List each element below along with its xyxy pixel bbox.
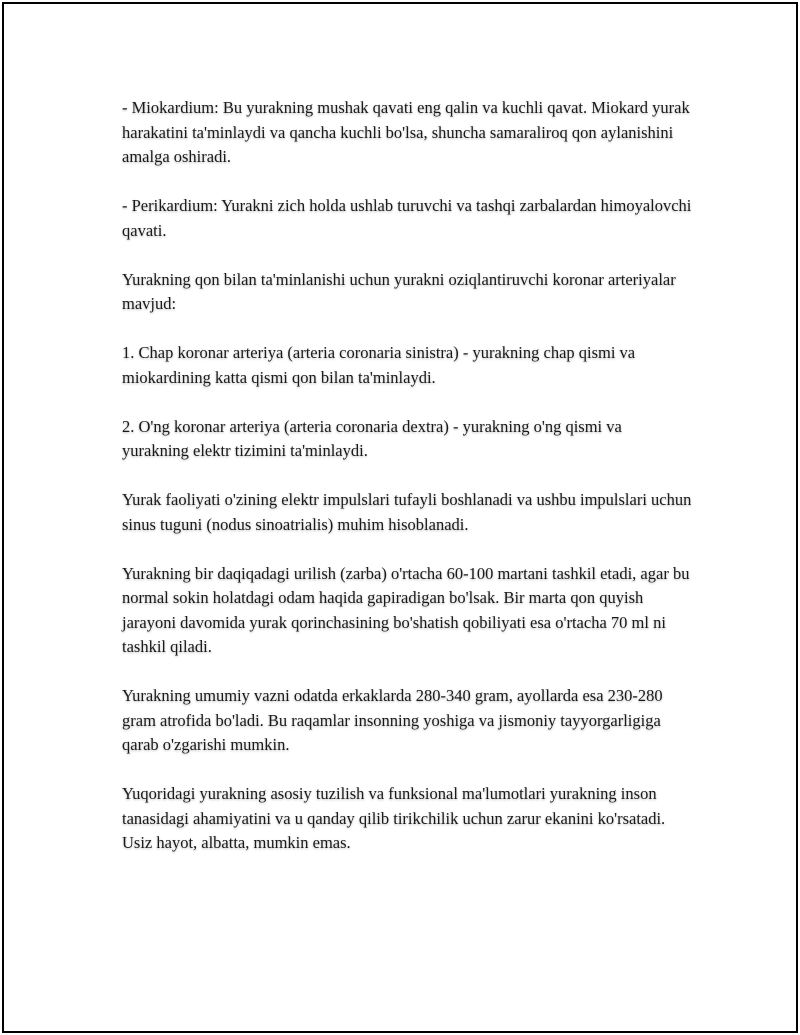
paragraph-koronar-intro: Yurakning qon bilan ta'minlanishi uchun yurakni oziqlantiruvchi koronar arteriyalar mavjud: — [122, 269, 676, 313]
paragraph-perikardium: - Perikardium: Yurakni zich holda ushlab turuvchi va tashqi zarbalardan himoyalovchi qavati. — [122, 196, 692, 240]
paragraph-yurak-vazni: Yurakning umumiy vazni odatda erkaklarda 280-340 gram, ayollarda esa 230-280 gram atrofida bo'ladi. Bu raqamlar insonning yoshiga va jismoniy tayyorgarligiga qarab o'zgarishi mumkin. — [122, 686, 663, 754]
paragraph-miokardium: - Miokardium: Bu yurakning mushak qavati eng qalin va kuchli qavat. Miokard yurak harakatini ta'minlaydi va qancha kuchli bo'lsa, shuncha samaraliroq qon aylanishini amalga oshiradi. — [122, 98, 690, 166]
paragraph-xulosa: Yuqoridagi yurakning asosiy tuzilish va funksional ma'lumotlari yurakning inson tanasidagi ahamiyatini va u qanday qilib tirikchilik uchun zarur ekanini ko'rsatadi. Usiz hayot, albatta, mumkin emas. — [122, 784, 666, 852]
page-frame — [2, 2, 798, 1033]
document-body — [122, 96, 692, 880]
paragraph-elektr-impulslar: Yurak faoliyati o'zining elektr impulslari tufayli boshlanadi va ushbu impulslari uchun sinus tuguni (nodus sinoatrialis) muhim hisoblanadi. — [122, 490, 692, 534]
paragraph-chap-koronar: 1. Chap koronar arteriya (arteria coronaria sinistra) - yurakning chap qismi va miokardining katta qismi qon bilan ta'minlaydi. — [122, 343, 636, 387]
paragraph-ong-koronar: 2. O'ng koronar arteriya (arteria coronaria dextra) - yurakning o'ng qismi va yurakning elektr tizimini ta'minlaydi. — [122, 416, 622, 460]
paragraph-urilish-soni: Yurakning bir daqiqadagi urilish (zarba) o'rtacha 60-100 martani tashkil etadi, agar bu normal sokin holatdagi odam haqida gapiradigan bo'lsak. Bir marta qon quyish jarayoni davomida yurak qorinchasining bo'shatish qobiliyati esa o'rtacha 70 ml ni tashkil qiladi. — [122, 563, 690, 656]
